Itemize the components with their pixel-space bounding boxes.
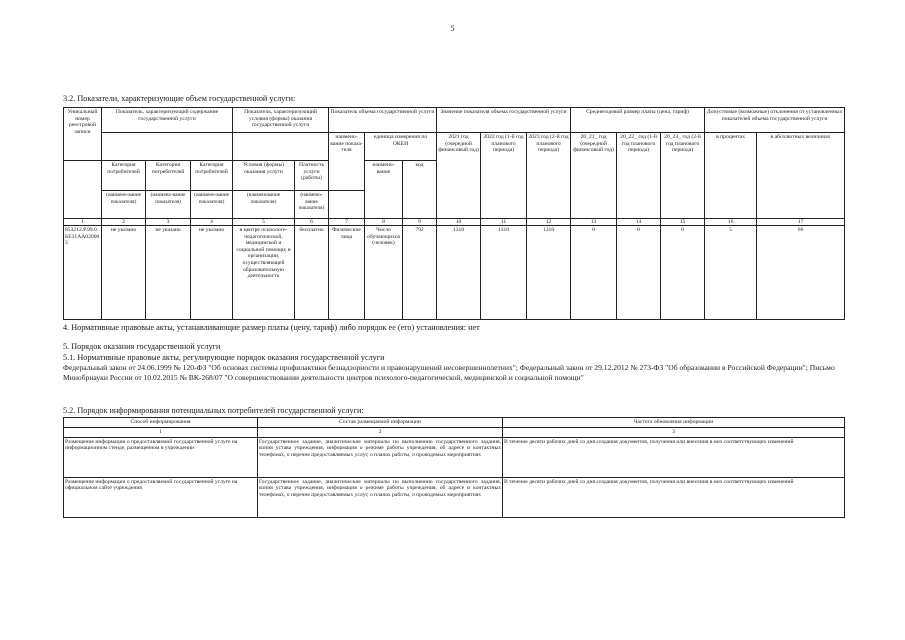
section-3-2-title: 3.2. Показатели, характеризующие объем государственной услуги: xyxy=(63,94,296,103)
col-number: 9 xyxy=(403,219,437,226)
header-dev-abs: в абсолютных величинах xyxy=(757,133,845,219)
section-5-2-title: 5.2. Порядок информирования потенциальных потребителей государственной услуги: xyxy=(63,406,364,415)
header-sub-name-5: (наимено-вание показателя) xyxy=(295,191,329,219)
header-2023-price: 20_23_ год (2-й год планового периода) xyxy=(661,133,705,219)
header-vol-name-cont xyxy=(329,191,365,219)
cell-dev-percent: 5 xyxy=(705,226,757,320)
cell-cond-form: в центре психолого-педагогической, медицинской и социальной помощи; в организации, осуществляющей образовательную деятельность xyxy=(233,226,295,320)
header-sub-name-1: (наимено-вание показателя) xyxy=(102,191,146,219)
cell-2023-value: 1310 xyxy=(527,226,571,320)
header-frequency: Частота обновления информации xyxy=(503,418,845,428)
header-2021-price: 20_21_ год (очередной финансовый год) xyxy=(571,133,617,219)
col-number: 6 xyxy=(295,219,329,226)
col-number: 11 xyxy=(481,219,527,226)
cell-2021-price: 0 xyxy=(571,226,617,320)
cell-2021-value: 1310 xyxy=(437,226,481,320)
header-2021-value: 2021 год (очередной финансовый год) xyxy=(437,133,481,219)
header-volume-group: Показатель объема государственной услуги xyxy=(329,108,437,133)
cell-unit-name: Число обучающихся (человек) xyxy=(365,226,403,320)
col-number: 2 xyxy=(258,427,503,437)
header-method: Способ информирования xyxy=(64,418,258,428)
cell-frequency: В течение десяти рабочих дней со дня создания документов, получения или внесения в них соответствующих изменений xyxy=(503,477,845,517)
header-cond-pay: Платность услуги (работы) xyxy=(295,161,329,191)
cell-unique: 853212.Р.99.0 БЕ31АА02000 3 xyxy=(64,226,102,320)
page-number: 5 xyxy=(450,24,455,33)
header-cat2: Категория потребителей xyxy=(146,161,191,191)
cell-method: Размещение информации о предоставляемой государственной услуге на официальном сайте учреждения xyxy=(64,477,258,517)
cell-content: Государственное задание, аналитические материалы по выполнению государственного задания, копия устава учреждения, информация о режиме работы учреждения, об адресе и контактных телефонах, о перечне предоставляемых услуг, о планах работы, о проводимых мероприятиях xyxy=(258,437,503,477)
header-dev-percent: в процентах xyxy=(705,133,757,219)
col-number: 1 xyxy=(64,427,258,437)
cell-frequency: В течение десяти рабочих дней со дня создания документов, получения или внесения в них соответствующих изменений xyxy=(503,437,845,477)
col-number: 13 xyxy=(571,219,617,226)
header-conditions-group: Показатель, характеризующий условия (формы) оказания государственной услуги xyxy=(233,108,329,133)
section-5-1-title: 5.1. Нормативные правовые акты, регулирующие порядок оказания государственной услуги xyxy=(63,353,385,362)
header-cat1: Категория потребителей xyxy=(102,161,146,191)
header-values-group: Значение показателя объема государственной услуги xyxy=(437,108,571,133)
header-vol-unit: единица измерения по ОКЕИ xyxy=(365,133,437,161)
header-unique-cont xyxy=(64,161,102,219)
cell-vol-name: Физические лица xyxy=(329,226,365,320)
header-cat3: Категория потребителей xyxy=(191,161,233,191)
informing-table xyxy=(63,417,845,518)
header-unique-no: Уникальный номер реестровой записи xyxy=(64,108,102,161)
col-number: 2 xyxy=(102,219,146,226)
header-content: Состав размещаемой информации xyxy=(258,418,503,428)
col-number: 12 xyxy=(527,219,571,226)
header-sub-name-3: (наимено-вание показателя) xyxy=(191,191,233,219)
laws-list: Федеральный закон от 24.06.1999 № 120-ФЗ "Об основах системы профилактики безнадзорности и правонарушений несовершеннолетних"; Федеральный закон от 29.12.2012 № 273-ФЗ "Об образовании в Российской Федерации"; Письмо Минобрнауки России от 10.02.2015 № ВК-268/07 "О совершенствовании деятельности центров психолого-педагогической, медицинской и социальной помощи" xyxy=(63,363,835,382)
header-deviation-group: Допустимые (возможные) отклонения от установленных показателей объема государственной услуги xyxy=(705,108,845,133)
header-content-group: Показатель, характеризующий содержание государственной услуги xyxy=(102,108,233,133)
header-2022-value: 2022 год (1-й год планового периода) xyxy=(481,133,527,219)
cell-2023-price: 0 xyxy=(661,226,705,320)
header-2022-price: 20_22_ год (1-й год планового периода) xyxy=(617,133,661,219)
header-unit-code: код xyxy=(403,161,437,219)
header-sub-name-4: (наименование показателя) xyxy=(233,191,295,219)
cell-dev-abs: 66 xyxy=(757,226,845,320)
cell-cat2: не указано xyxy=(146,226,191,320)
col-number: 3 xyxy=(146,219,191,226)
table-row xyxy=(64,477,845,517)
col-number: 1 xyxy=(64,219,102,226)
cell-2022-value: 1310 xyxy=(481,226,527,320)
col-number: 14 xyxy=(617,219,661,226)
col-number: 4 xyxy=(191,219,233,226)
col-number: 17 xyxy=(757,219,845,226)
cell-content: Государственное задание, аналитические материалы по выполнению государственного задания, копия устава учреждения, информация о режиме работы учреждения, об адресе и контактных телефонах, о перечне предоставляемых услуг, о планах работы, о проводимых мероприятиях xyxy=(258,477,503,517)
col-number: 10 xyxy=(437,219,481,226)
col-number: 8 xyxy=(365,219,403,226)
table-row xyxy=(64,226,845,320)
section-5-title: 5. Порядок оказания государственной услуги xyxy=(63,342,221,351)
volume-indicators-table xyxy=(63,107,845,320)
header-cond-form: Условия (формы) оказания услуги xyxy=(233,161,295,191)
header-unit-name: наимено-вание xyxy=(365,161,403,219)
header-price-group: Среднегодовой размер платы (цена, тариф) xyxy=(571,108,705,133)
col-number: 3 xyxy=(503,427,845,437)
header-conditions-blank xyxy=(233,133,329,161)
col-number: 16 xyxy=(705,219,757,226)
col-number: 5 xyxy=(233,219,295,226)
header-sub-name-2: (наимено-вание показателя) xyxy=(146,191,191,219)
header-2023-value: 2023 год (2-й год планового периода) xyxy=(527,133,571,219)
cell-method: Размещение информации о предоставляемой государственной услуге на информационном стенде, размещенном в учреждении xyxy=(64,437,258,477)
cell-cat1: не указано xyxy=(102,226,146,320)
cell-2022-price: 0 xyxy=(617,226,661,320)
section-4-text: 4. Нормативные правовые акты, устанавливающие размер платы (цену, тариф) либо порядок ее (его) установления: нет xyxy=(63,323,480,332)
col-number: 15 xyxy=(661,219,705,226)
cell-cond-pay: бесплатно xyxy=(295,226,329,320)
cell-unit-code: 792 xyxy=(403,226,437,320)
cell-cat3: не указано xyxy=(191,226,233,320)
table-row xyxy=(64,437,845,477)
header-content-blank xyxy=(102,133,233,161)
col-number: 7 xyxy=(329,219,365,226)
header-vol-name: наимено-вание показа-теля xyxy=(329,133,365,191)
